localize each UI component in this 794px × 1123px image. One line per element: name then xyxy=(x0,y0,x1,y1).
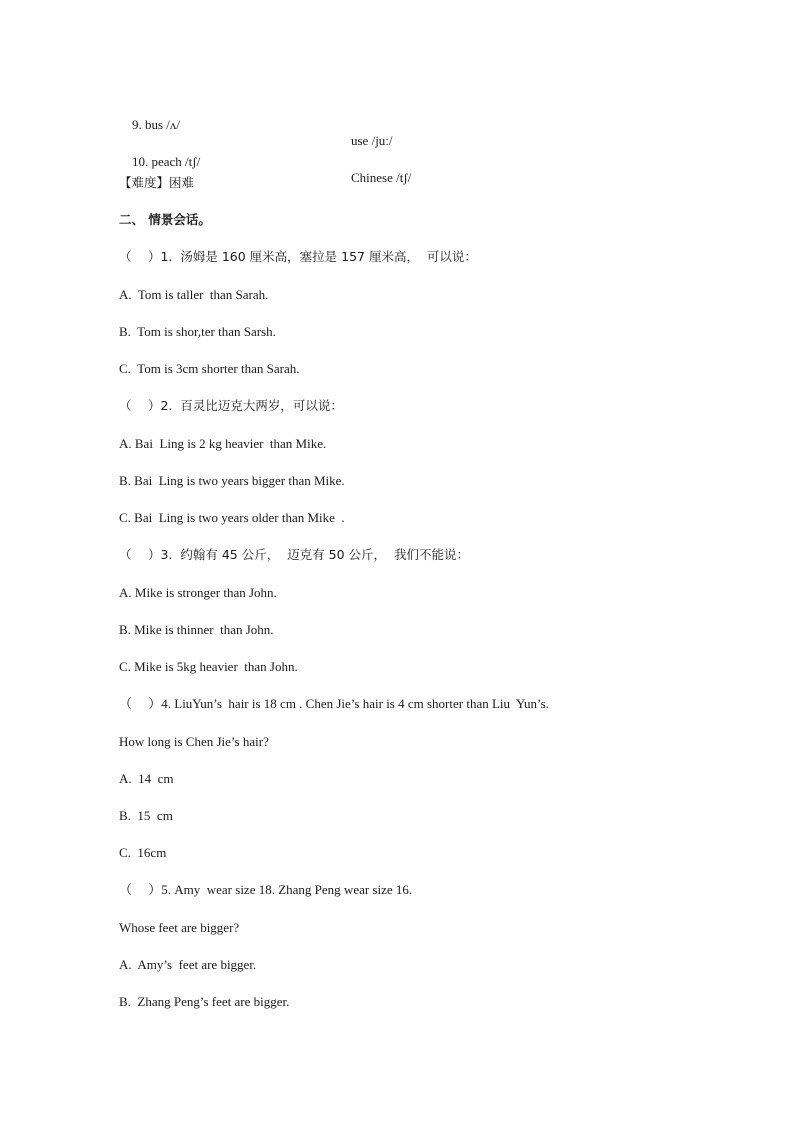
question-4-prompt: How long is Chen Jie’s hair? xyxy=(119,734,269,749)
q2-option-a: A. Bai Ling is 2 kg heavier than Mike. xyxy=(119,436,327,451)
question-2: （ ）2. 百灵比迈克大两岁，可以说： xyxy=(119,398,343,413)
question-1: （ ）1. 汤姆是 160 厘米高，塞拉是 157 厘米高， 可以说： xyxy=(119,249,477,264)
q4-option-a: A. 14 cm xyxy=(119,771,174,786)
q5-option-b: B. Zhang Peng’s feet are bigger. xyxy=(119,994,290,1009)
phonics-9-left: 9. bus /ʌ/ xyxy=(132,117,181,132)
q2-option-c: C. Bai Ling is two years older than Mike . xyxy=(119,510,345,525)
q1-option-c: C. Tom is 3cm shorter than Sarah. xyxy=(119,361,300,376)
q3-option-b: B. Mike is thinner than John. xyxy=(119,622,274,637)
q5-option-a: A. Amy’s feet are bigger. xyxy=(119,957,257,972)
question-3: （ ）3. 约翰有 45 公斤， 迈克有 50 公斤， 我们不能说： xyxy=(119,547,469,562)
q1-option-a: A. Tom is taller than Sarah. xyxy=(119,287,269,302)
phonics-10-right: Chinese /tʃ/ xyxy=(351,170,412,185)
q1-option-b: B. Tom is shor,ter than Sarsh. xyxy=(119,324,276,339)
question-5-prompt: Whose feet are bigger? xyxy=(119,920,240,935)
phonics-10-left: 10. peach /tʃ/ xyxy=(132,154,201,169)
q3-option-a: A. Mike is stronger than John. xyxy=(119,585,277,600)
q4-option-b: B. 15 cm xyxy=(119,808,173,823)
phonics-9-right: use /juː/ xyxy=(351,133,393,148)
question-5: （ ）5. Amy wear size 18. Zhang Peng wear size 16. xyxy=(119,882,413,897)
q3-option-c: C. Mike is 5kg heavier than John. xyxy=(119,659,298,674)
difficulty-label: 【难度】困难 xyxy=(119,175,195,190)
q2-option-b: B. Bai Ling is two years bigger than Mike. xyxy=(119,473,345,488)
section-title: 二、 情景会话。 xyxy=(119,212,211,227)
question-4: （ ）4. LiuYun’s hair is 18 cm . Chen Jie’s hair is 4 cm shorter than Liu Yun’s. xyxy=(119,696,549,711)
q4-option-c: C. 16cm xyxy=(119,845,167,860)
